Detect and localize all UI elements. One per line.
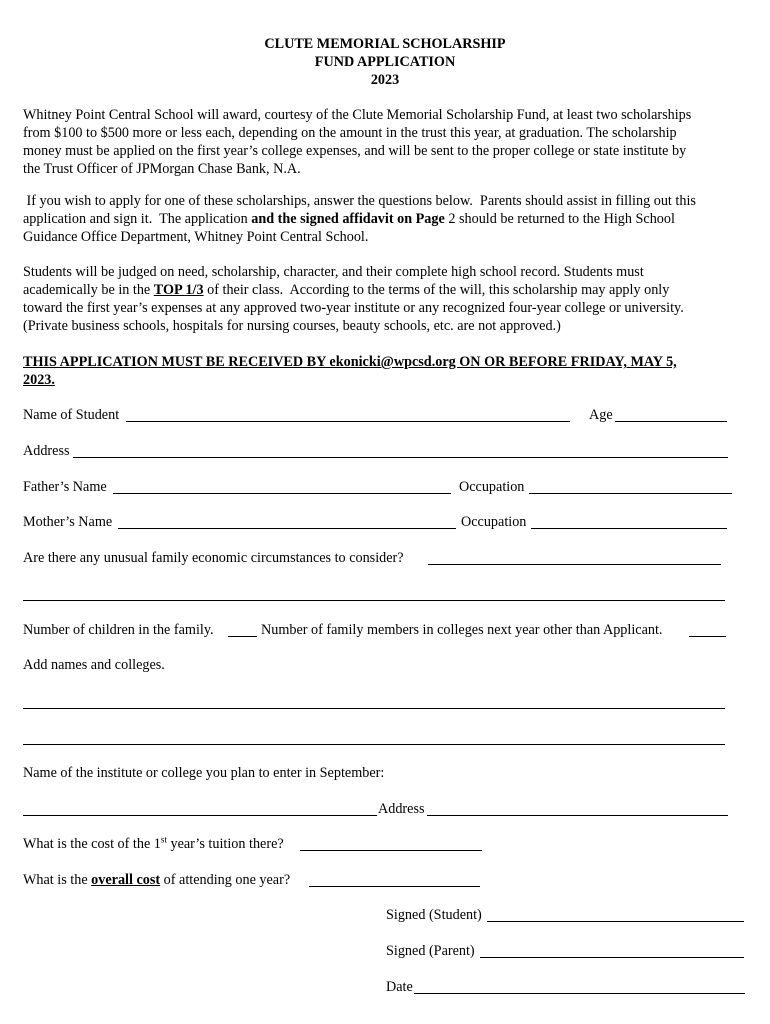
institute-label: Name of the institute or college you plan to enter in September: <box>23 765 385 781</box>
tuition-text: year’s tuition there? <box>166 836 284 852</box>
apply-paragraph <box>23 192 753 246</box>
criteria-line: Students will be judged on need, scholarship, character, and their complete high school record. Students must <box>23 264 644 280</box>
signed-parent-label: Signed (Parent) <box>386 943 475 959</box>
signed-student-label: Signed (Student) <box>386 907 482 923</box>
apply-text: application and sign it. The application <box>23 211 252 227</box>
institute-name-field[interactable] <box>23 799 377 816</box>
date-field[interactable] <box>414 977 745 994</box>
mother-occupation-field[interactable] <box>531 512 727 529</box>
signed-parent-field[interactable] <box>480 941 744 958</box>
circumstances-field-line-2[interactable] <box>23 584 725 601</box>
address-label: Address <box>23 443 70 459</box>
criteria-paragraph <box>23 263 753 335</box>
father-occupation-label: Occupation <box>459 479 525 495</box>
criteria-line <box>23 281 753 299</box>
age-label: Age <box>589 407 613 423</box>
criteria-line: (Private business schools, hospitals for nursing courses, beauty schools, etc. are not approved.) <box>23 318 561 334</box>
student-name-field[interactable] <box>126 405 570 422</box>
tuition-text: What is the cost of the 1 <box>23 836 161 852</box>
children-count-field[interactable] <box>228 620 257 637</box>
deadline-line: THIS APPLICATION MUST BE RECEIVED BY ekonicki@wpcsd.org ON OR BEFORE FRIDAY, MAY 5, <box>23 354 677 370</box>
deadline-line: 2023. <box>23 372 55 388</box>
student-name-label: Name of Student <box>23 407 120 423</box>
institute-address-field[interactable] <box>427 799 728 816</box>
apply-line: Guidance Office Department, Whitney Point Central School. <box>23 229 369 245</box>
overall-cost-label <box>23 871 290 889</box>
circumstances-label: Are there any unusual family economic circumstances to consider? <box>23 550 404 566</box>
criteria-text: of their class. According to the terms of the will, this scholarship may apply only <box>203 282 670 298</box>
intro-line: money must be applied on the first year’s college expenses, and will be sent to the proper college or state institute by <box>23 143 687 159</box>
children-count-label: Number of children in the family. <box>23 622 214 638</box>
signed-student-field[interactable] <box>487 905 744 922</box>
mother-occupation-label: Occupation <box>461 514 527 530</box>
family-in-college-label: Number of family members in colleges next year other than Applicant. <box>261 622 663 638</box>
overall-cost-field[interactable] <box>309 870 480 887</box>
title-line-1: CLUTE MEMORIAL SCHOLARSHIP <box>264 36 506 52</box>
names-colleges-field-line-1[interactable] <box>23 692 725 709</box>
tuition-superscript: st <box>160 834 167 845</box>
family-in-college-field[interactable] <box>689 620 726 637</box>
criteria-text: academically be in the <box>23 282 154 298</box>
mother-name-field[interactable] <box>118 512 456 529</box>
address-field[interactable] <box>73 441 728 458</box>
title-year: 2023 <box>370 72 400 88</box>
age-field[interactable] <box>615 405 727 422</box>
intro-paragraph <box>23 106 753 178</box>
overall-text: What is the <box>23 872 92 888</box>
criteria-line: toward the first year’s expenses at any approved two-year institute or any recognized four-year college or university. <box>23 300 684 316</box>
overall-text: of attending one year? <box>160 872 291 888</box>
apply-line <box>23 210 753 228</box>
names-colleges-field-line-2[interactable] <box>23 728 725 745</box>
circumstances-field[interactable] <box>428 548 721 565</box>
mother-name-label: Mother’s Name <box>23 514 113 530</box>
title-line-2: FUND APPLICATION <box>314 54 456 70</box>
add-names-label: Add names and colleges. <box>23 657 165 673</box>
apply-text: 2 should be returned to the High School <box>444 211 675 227</box>
top-third-emphasis: TOP 1/3 <box>153 282 204 298</box>
intro-line: the Trust Officer of JPMorgan Chase Bank, N.A. <box>23 161 301 177</box>
apply-line: If you wish to apply for one of these scholarships, answer the questions below. Parents should assist in filling out this <box>23 193 696 209</box>
father-name-label: Father’s Name <box>23 479 107 495</box>
tuition-field[interactable] <box>300 834 482 851</box>
deadline-notice <box>23 353 753 389</box>
date-label: Date <box>386 979 413 995</box>
father-name-field[interactable] <box>113 477 451 494</box>
affidavit-emphasis: and the signed affidavit on Page <box>251 211 445 227</box>
overall-cost-emphasis: overall cost <box>91 872 161 888</box>
tuition-label <box>23 835 284 853</box>
intro-line: Whitney Point Central School will award, courtesy of the Clute Memorial Scholarship Fund, at least two scholarships <box>23 107 692 123</box>
father-occupation-field[interactable] <box>529 477 732 494</box>
intro-line: from $100 to $500 more or less each, depending on the amount in the trust this year, at graduation. The scholarship <box>23 125 677 141</box>
institute-address-label: Address <box>378 801 425 817</box>
